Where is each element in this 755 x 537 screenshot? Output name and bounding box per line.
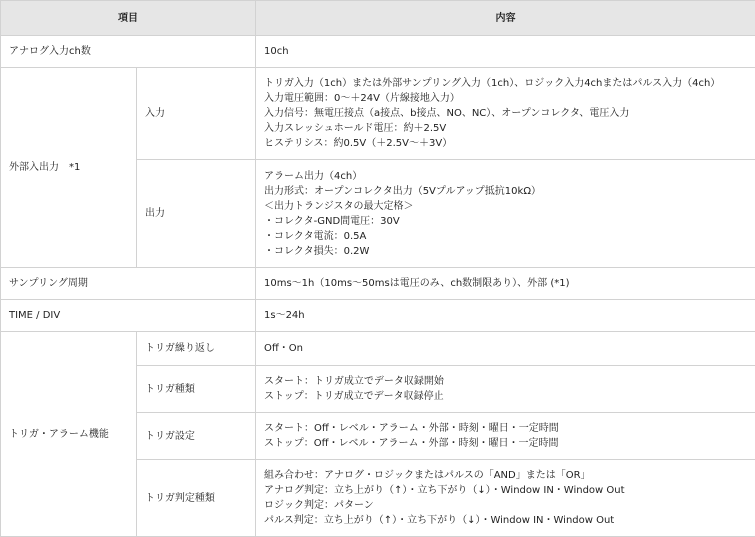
table-header-row — [1, 1, 755, 36]
value-line: ストップ：トリガ成立でデータ収録停止 — [264, 391, 444, 402]
sublabel-output: 出力 — [137, 160, 256, 268]
value-line: パルス判定：立ち上がり（↑）・立ち下がり（↓）・Window IN・Window Out — [264, 515, 615, 526]
value-line: 入力信号：無電圧接点（a接点、b接点、NO、NC）、オープンコレクタ、電圧入力 — [264, 108, 630, 119]
row-value-sampling: 10ms～1h（10ms～50msは電圧のみ、ch数制限あり）、外部 (*1) — [256, 268, 755, 300]
table-row — [1, 332, 755, 366]
row-value-analog-ch: 10ch — [256, 36, 755, 68]
value-line: 組み合わせ：アナログ・ロジックまたはパルスの「AND」または「OR」 — [264, 470, 591, 481]
value-line: アナログ判定：立ち上がり（↑）・立ち下がり（↓）・Window IN・Window Out — [264, 485, 625, 496]
table-row — [1, 68, 755, 160]
value-line: 出力形式：オープンコレクタ出力（5Vプルアップ抵抗10kΩ） — [264, 185, 541, 197]
sublabel-trigger-repeat: トリガ繰り返し — [137, 332, 256, 366]
sublabel-input: 入力 — [137, 68, 256, 160]
value-line: ＜出力トランジスタの最大定格＞ — [264, 200, 414, 212]
value-line: ・コレクタ-GND間電圧：30V — [264, 215, 400, 227]
value-line: ストップ：Off・レベル・アラーム・外部・時刻・曜日・一定時間 — [264, 438, 559, 449]
value-input — [256, 68, 755, 160]
row-label-trigger-alarm: トリガ・アラーム機能 — [1, 332, 137, 537]
value-line: ・コレクタ損失：0.2W — [264, 245, 370, 257]
value-line: 入力電圧範囲：0～＋24V（片線接地入力） — [264, 93, 460, 104]
header-content: 内容 — [256, 1, 755, 36]
sublabel-trigger-setting: トリガ設定 — [137, 413, 256, 460]
value-line: スタート：Off・レベル・アラーム・外部・時刻・曜日・一定時間 — [264, 423, 559, 434]
table-row — [1, 268, 755, 300]
value-line: ロジック判定：パターン — [264, 500, 374, 511]
value-line: トリガ入力（1ch）または外部サンプリング入力（1ch）、ロジック入力4chまたはパルス入力（4ch） — [264, 78, 721, 89]
row-value-time-div: 1s～24h — [256, 300, 755, 332]
header-item: 項目 — [1, 1, 256, 36]
row-label-external-io: 外部入出力 *1 — [1, 68, 137, 268]
value-line: ・コレクタ電流：0.5A — [264, 230, 367, 242]
value-trigger-repeat: Off・On — [256, 332, 755, 366]
row-label-analog-ch: アナログ入力ch数 — [1, 36, 256, 68]
value-output — [256, 160, 755, 268]
table-row — [1, 300, 755, 332]
value-line: アラーム出力（4ch） — [264, 170, 363, 182]
value-trigger-type — [256, 366, 755, 413]
value-line: ヒステリシス：約0.5V（＋2.5V～＋3V） — [264, 138, 453, 149]
table-row — [1, 36, 755, 68]
value-trigger-judge — [256, 460, 755, 537]
row-label-sampling: サンプリング周期 — [1, 268, 256, 300]
value-line: スタート：トリガ成立でデータ収録開始 — [264, 376, 444, 387]
sublabel-trigger-judge: トリガ判定種類 — [137, 460, 256, 537]
value-line: 入力スレッシュホールド電圧：約＋2.5V — [264, 123, 447, 134]
row-label-time-div: TIME / DIV — [1, 300, 256, 332]
sublabel-trigger-type: トリガ種類 — [137, 366, 256, 413]
value-trigger-setting — [256, 413, 755, 460]
